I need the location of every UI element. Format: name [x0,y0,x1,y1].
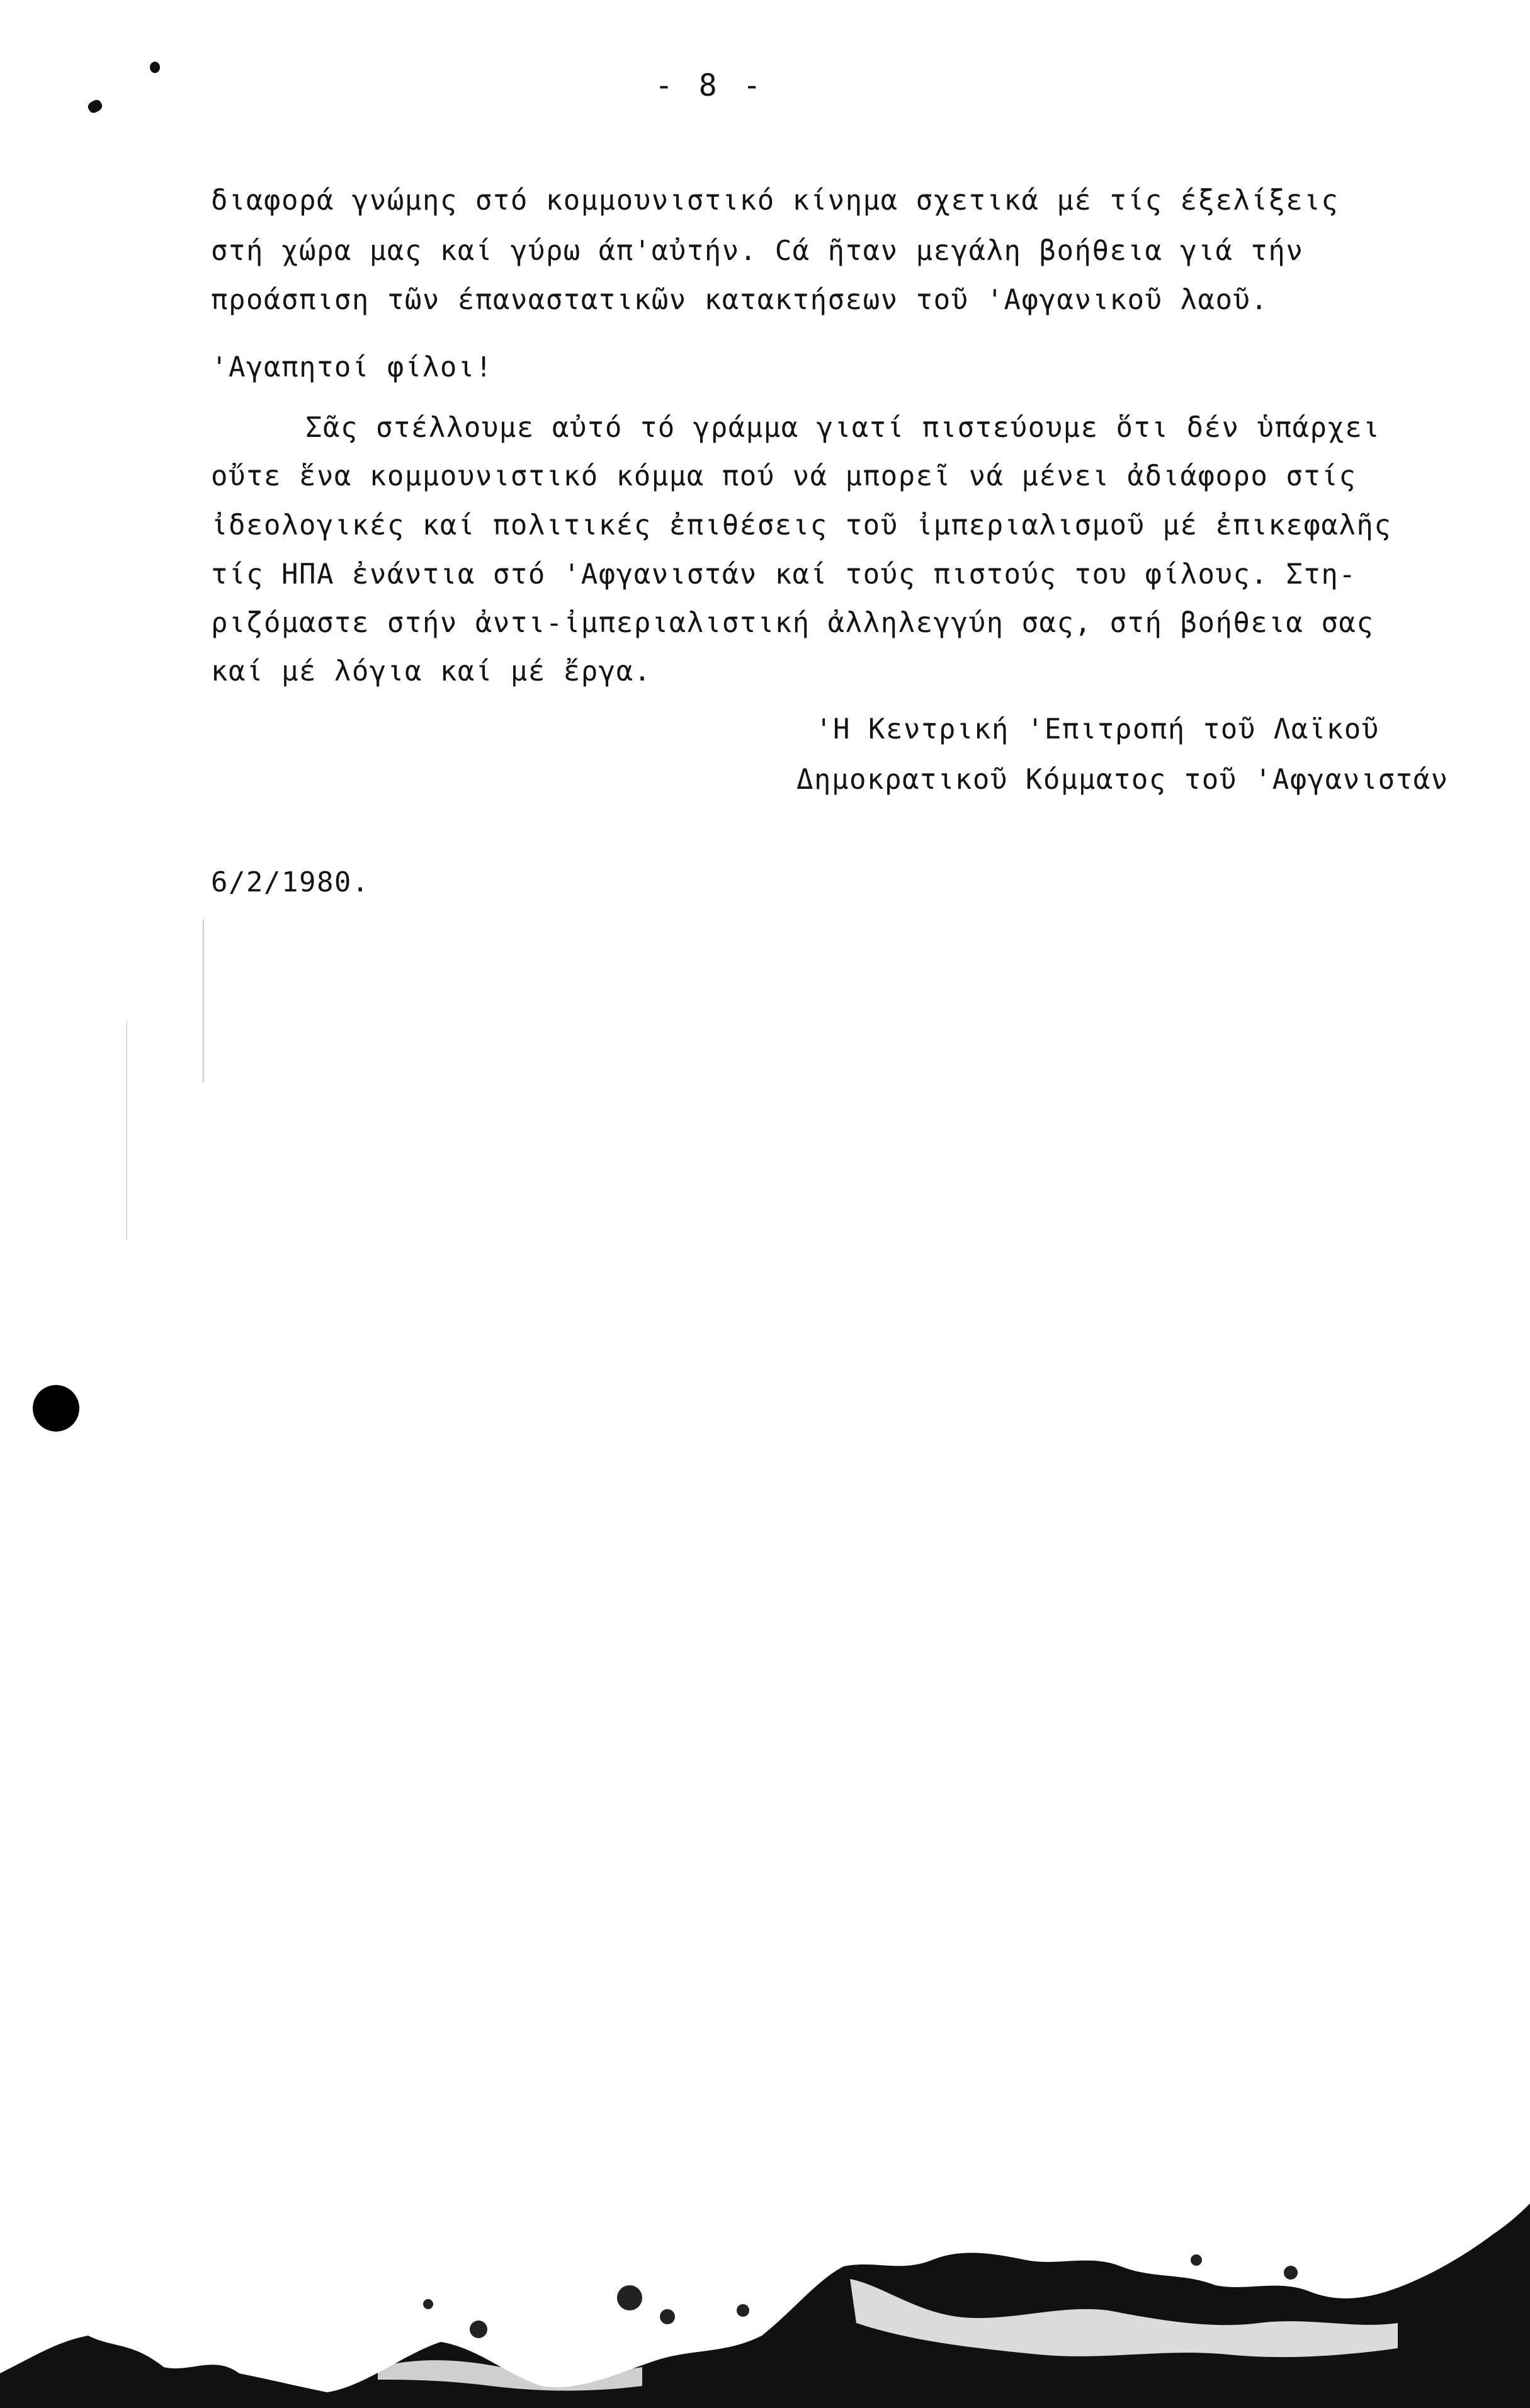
paragraph-2-line: καί μέ λόγια καί μέ ἔργα. [211,655,652,687]
paragraph-2-line: τίς ΗΠΑ ἐνάντια στό 'Αφγανιστάν καί τούς πιστούς του φίλους. Στη- [211,558,1357,591]
paragraph-1-line: διαφορά γνώμης στό κομμουνιστικό κίνημα σχετικά μέ τίς έξελίξεις [211,184,1339,217]
ink-speck [150,62,160,73]
salutation: 'Αγαπητοί φίλοι! [211,351,493,383]
page-number: - 8 - [655,68,765,103]
paragraph-2-line: ριζόμαστε στήν ἀντι-ἰμπεριαλιστική ἀλληλεγγύη σας, στή βοήθεια σας [211,607,1374,639]
signature-line: 'Η Κεντρική 'Επιτροπή τοῦ Λαϊκοῦ [815,713,1380,745]
ink-speck [86,98,104,115]
margin-line [203,919,204,1083]
hole-punch-mark [33,1385,79,1432]
paragraph-2-line: οὔτε ἕνα κομμουνιστικό κόμμα πού νά μπορεῖ νά μένει ἀδιάφορο στίς [211,460,1357,492]
paragraph-1-line: προάσπιση τῶν έπαναστατικῶν κατακτήσεων τοῦ 'Αφγανικοῦ λαοῦ. [211,284,1269,316]
paragraph-2-line: Σᾶς στέλλουμε αὐτό τό γράμμα γιατί πιστεύουμε ὅτι δέν ὑπάρχει [305,412,1381,444]
margin-line [126,1020,127,1240]
signature-line: Δημοκρατικοῦ Κόμματος τοῦ 'Αφγανιστάν [796,764,1449,796]
paragraph-1-line: στή χώρα μας καί γύρω άπ'αὐτήν. Cά ῆταν μεγάλη βοήθεια γιά τήν [211,235,1304,267]
date: 6/2/1980. [211,866,370,898]
paragraph-2-line: ἰδεολογικές καί πολιτικές ἐπιθέσεις τοῦ ἰμπεριαλισμοῦ μέ ἐπικεφαλῆς [211,509,1392,541]
scan-smudge [0,2185,1530,2408]
